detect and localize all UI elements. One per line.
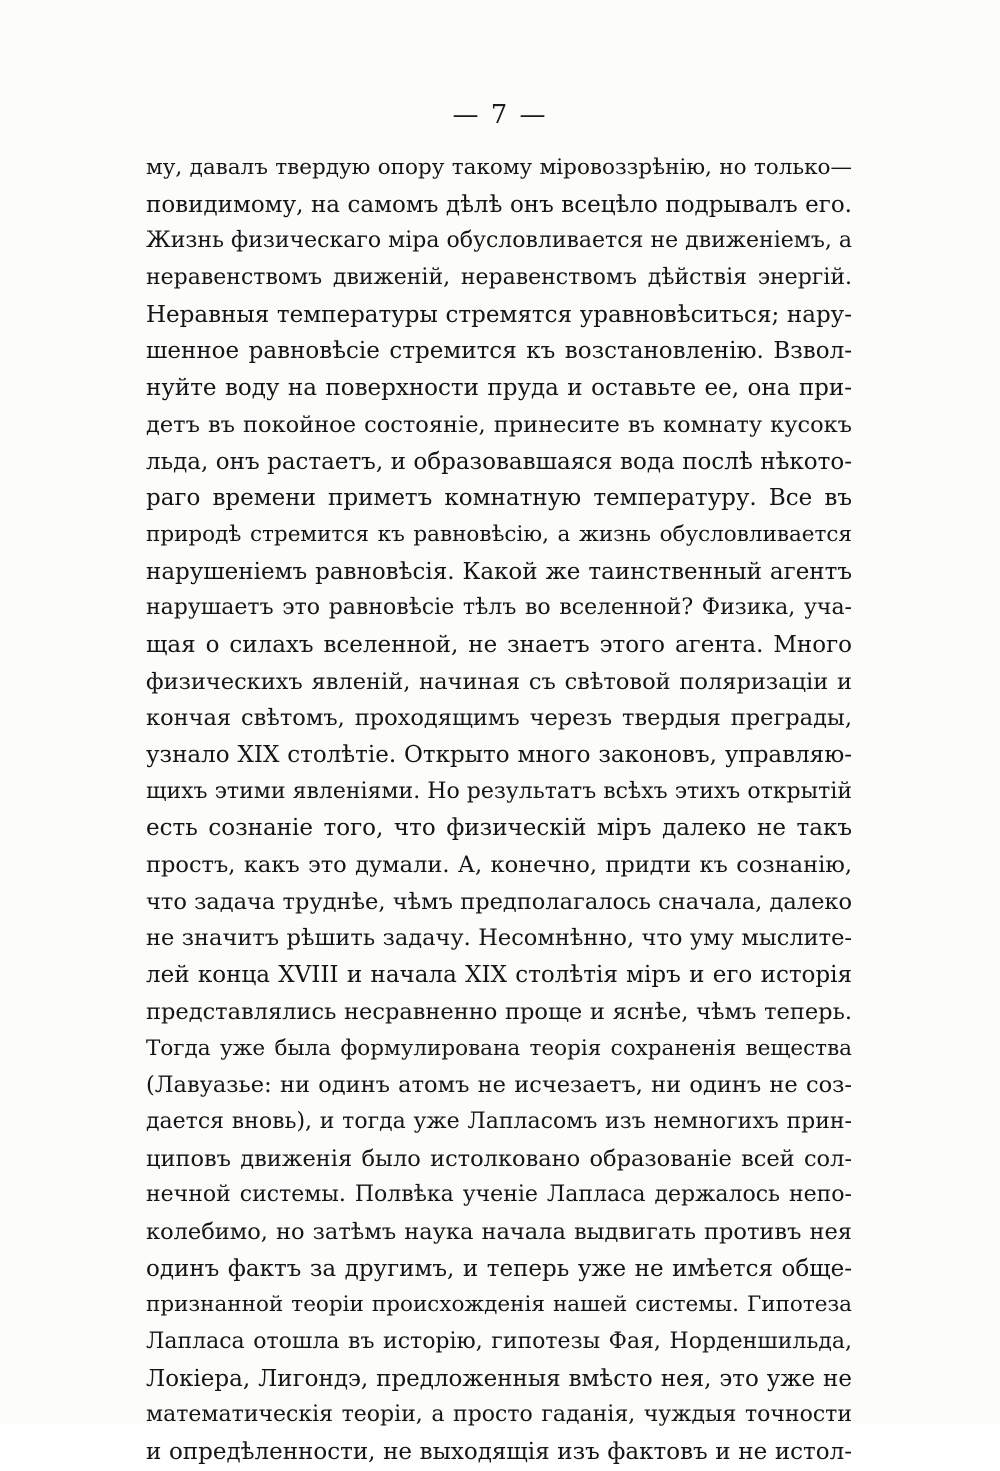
text-line: дается вновь), и тогда уже Лапласомъ изъ немногихъ прин-: [146, 1108, 852, 1134]
text-line: раго времени приметъ комнатную температуру. Все въ: [146, 485, 852, 512]
text-line: природѣ стремится къ равновѣсію, а жизнь обусловливается: [146, 521, 852, 547]
text-line: одинъ фактъ за другимъ, и теперь уже не имѣется обще-: [146, 1255, 852, 1282]
text-line: узнало XIX столѣтіе. Открыто много законовъ, управляю-: [146, 742, 852, 768]
text-line: циповъ движенія было истолковано образованіе всей сол-: [146, 1145, 852, 1172]
text-line: представлялись несравненно проще и яснѣе, чѣмъ теперь.: [146, 998, 852, 1025]
text-line: кончая свѣтомъ, проходящимъ черезъ твердыя преграды,: [146, 705, 852, 732]
text-line: неравенствомъ движеній, неравенствомъ дѣйствія энергій.: [146, 265, 852, 291]
text-line: что задача труднѣе, чѣмъ предполагалось сначала, далеко: [146, 888, 852, 915]
body-text: [146, 150, 852, 1471]
text-line: и опредѣленности, не выходящія изъ фактовъ и не истол-: [146, 1439, 852, 1466]
text-line: математическія теоріи, а просто гаданія, чуждыя точности: [146, 1402, 852, 1428]
text-line: Жизнь физическаго міра обусловливается не движеніемъ, а: [146, 228, 852, 254]
text-line: не значитъ рѣшить задачу. Несомнѣнно, что уму мыслите-: [146, 925, 852, 952]
text-line: нуйте воду на поверхности пруда и оставьте ее, она при-: [146, 375, 852, 402]
text-line: нечной системы. Полвѣка ученіе Лапласа держалось непо-: [146, 1182, 852, 1208]
text-line: простъ, какъ это думали. А, конечно, придти къ сознанію,: [146, 852, 852, 879]
text-line: нарушаетъ это равновѣсіе тѣлъ во вселенной? Физика, уча-: [146, 595, 852, 621]
text-line: шенное равновѣсіе стремится къ возстановленію. Взвол-: [146, 338, 852, 365]
text-line: признанной теоріи происхожденія нашей системы. Гипотеза: [146, 1292, 852, 1318]
text-line: лей конца XVIII и начала XIX столѣтія міръ и его исторія: [146, 962, 852, 989]
text-line: Локіера, Лигондэ, предложенныя вмѣсто нея, это уже не: [146, 1365, 852, 1392]
text-line: нарушеніемъ равновѣсія. Какой же таинственный агентъ: [146, 558, 852, 585]
text-line: физическихъ явленій, начиная съ свѣтовой поляризаціи и: [146, 668, 852, 695]
text-line: щихъ этими явленіями. Но результатъ всѣхъ этихъ открытій: [146, 778, 852, 804]
text-line: щая о силахъ вселенной, не знаетъ этого агента. Много: [146, 631, 852, 658]
text-line: Лапласа отошла въ исторію, гипотезы Фая, Норденшильда,: [146, 1329, 852, 1354]
text-line: Тогда уже была формулирована теорія сохраненія вещества: [146, 1035, 852, 1061]
text-line: (Лавуазье: ни одинъ атомъ не исчезаетъ, ни одинъ не соз-: [146, 1072, 852, 1099]
text-line: детъ въ покойное состояніе, принесите въ комнату кусокъ: [146, 411, 852, 438]
text-line: есть сознаніе того, что физическій міръ далеко не такъ: [146, 815, 852, 842]
text-line: повидимому, на самомъ дѣлѣ онъ всецѣло подрывалъ его.: [146, 191, 852, 218]
text-line: колебимо, но затѣмъ наука начала выдвигать противъ нея: [146, 1218, 852, 1245]
text-line: му, давалъ твердую опору такому міровоззрѣнію, но только—: [146, 155, 852, 180]
text-line: Неравныя температуры стремятся уравновѣситься; нару-: [146, 301, 852, 328]
page-number: — 7 —: [452, 100, 548, 130]
text-line: льда, онъ растаетъ, и образовавшаяся вода послѣ нѣкото-: [146, 448, 852, 475]
